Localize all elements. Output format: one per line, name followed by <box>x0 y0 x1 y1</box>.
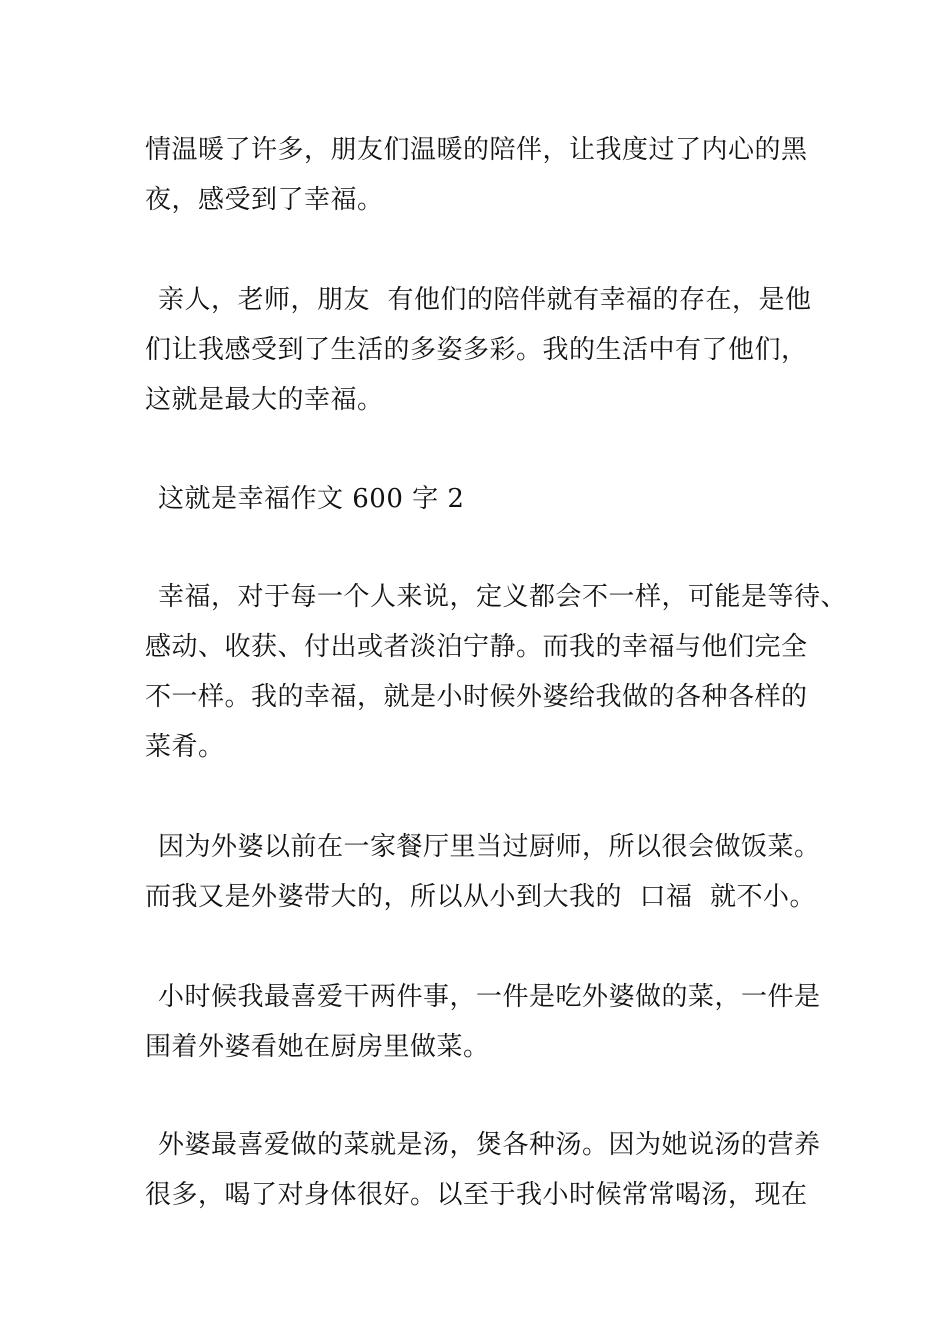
text-line: 感动、收获、付出或者淡泊宁静。而我的幸福与他们完全 <box>145 632 808 662</box>
text-line: 夜，感受到了幸福。 <box>145 185 384 215</box>
text-line: 而我又是外婆带大的，所以从小到大我的 口福 就不小。 <box>145 882 817 912</box>
text-line: 很多，喝了对身体很好。以至于我小时候常常喝汤，现在 <box>145 1180 808 1210</box>
text-line: 不一样。我的幸福，就是小时候外婆给我做的各种各样的 <box>145 682 808 712</box>
text-line: 们让我感受到了生活的多姿多彩。我的生活中有了他们， <box>145 335 808 365</box>
section-heading: 这就是幸福作文 600 字 2 <box>158 484 465 514</box>
text-line: 菜肴。 <box>145 732 225 762</box>
text-line: 这就是最大的幸福。 <box>145 385 384 415</box>
text-line: 围着外婆看她在厨房里做菜。 <box>145 1032 490 1062</box>
text-line: 情温暖了许多，朋友们温暖的陪伴，让我度过了内心的黑 <box>145 135 808 165</box>
paragraph-start-line: 小时候我最喜爱干两件事，一件是吃外婆做的菜，一件是 <box>158 982 821 1012</box>
paragraph-start-line: 亲人，老师，朋友 有他们的陪伴就有幸福的存在，是他 <box>158 285 812 315</box>
paragraph-start-line: 因为外婆以前在一家餐厅里当过厨师，所以很会做饭菜。 <box>158 832 821 862</box>
paragraph-start-line: 幸福，对于每一个人来说，定义都会不一样，可能是等待、 <box>158 582 848 612</box>
paragraph-start-line: 外婆最喜爱做的菜就是汤，煲各种汤。因为她说汤的营养 <box>158 1130 821 1160</box>
